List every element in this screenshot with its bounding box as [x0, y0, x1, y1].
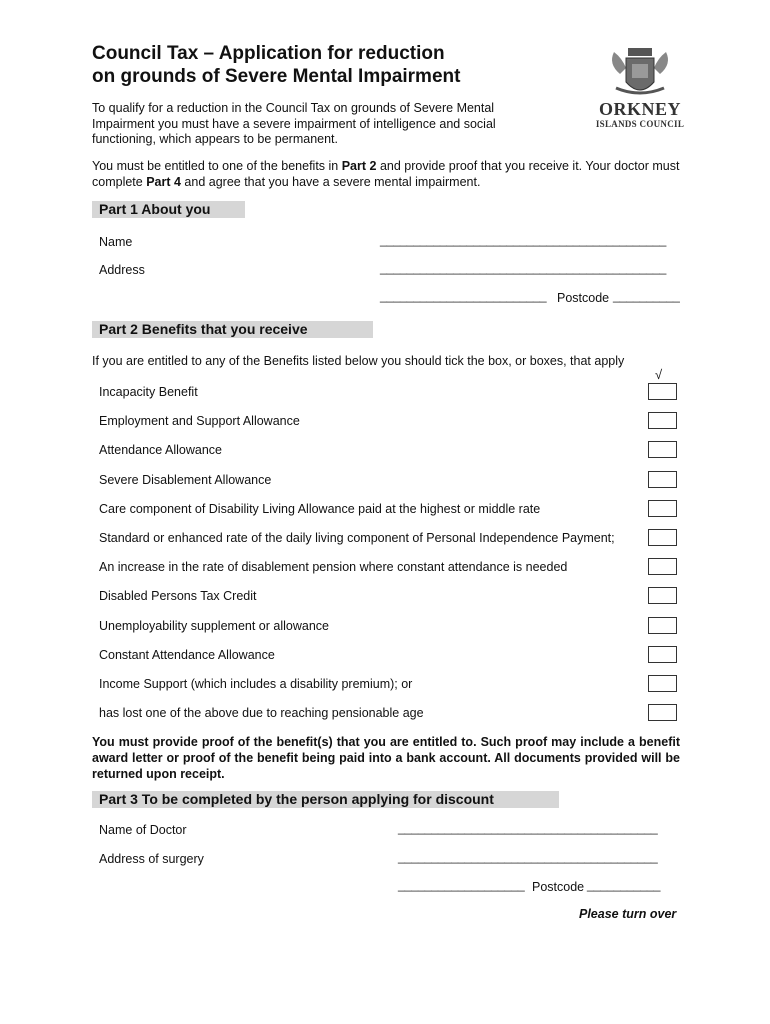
- benefit-label: Care component of Disability Living Allowance paid at the highest or middle rate: [99, 502, 541, 516]
- logo-name: ORKNEY: [598, 99, 681, 119]
- surgery-postcode-label: Postcode: [532, 880, 585, 894]
- surgery-postcode-field[interactable]: ___________: [587, 878, 661, 892]
- part2-heading: Part 2 Benefits that you receive: [92, 321, 373, 338]
- doctor-name-field[interactable]: _______________________________________: [398, 821, 658, 835]
- benefit-checkbox[interactable]: [648, 412, 677, 429]
- part3-heading: Part 3 To be completed by the person applying for discount: [92, 791, 559, 808]
- benefit-checkbox[interactable]: [648, 646, 677, 663]
- postcode-field[interactable]: __________: [613, 289, 680, 303]
- title-line-2: on grounds of Severe Mental Impairment: [92, 66, 461, 87]
- benefit-checkbox[interactable]: [648, 441, 677, 458]
- benefit-label: Incapacity Benefit: [99, 385, 198, 399]
- benefits-instruction: If you are entitled to any of the Benefits listed below you should tick the box, or boxes, that apply: [92, 354, 625, 368]
- benefit-checkbox[interactable]: [648, 617, 677, 634]
- address-label: Address: [99, 263, 145, 277]
- intro-text: To qualify for a reduction in the Council Tax on grounds of Severe Mental Impairment you must have a severe impairment of intelligence and social functioning, which appears to be permanent.: [92, 101, 496, 146]
- benefit-label: has lost one of the above due to reaching pensionable age: [99, 706, 424, 720]
- benefit-checkbox[interactable]: [648, 587, 677, 604]
- benefit-checkbox[interactable]: [648, 558, 677, 575]
- benefit-checkbox[interactable]: [648, 471, 677, 488]
- benefit-label: Severe Disablement Allowance: [99, 473, 272, 487]
- benefit-label: Constant Attendance Allowance: [99, 648, 275, 662]
- benefit-label: Attendance Allowance: [99, 443, 223, 457]
- surgery-address-field-line2[interactable]: ___________________: [398, 878, 525, 892]
- orkney-council-logo: [590, 44, 690, 130]
- address-field-line2[interactable]: _________________________: [380, 289, 547, 303]
- postcode-label: Postcode: [557, 291, 610, 305]
- benefit-label: Standard or enhanced rate of the daily living component of Personal Independence Payment;: [99, 531, 615, 545]
- surgery-address-label: Address of surgery: [99, 852, 204, 866]
- benefit-checkbox[interactable]: [648, 704, 677, 721]
- address-field-line1[interactable]: ___________________________________________: [380, 261, 667, 275]
- benefit-label: Unemployability supplement or allowance: [99, 619, 329, 633]
- benefit-checkbox[interactable]: [648, 675, 677, 692]
- benefit-label: Disabled Persons Tax Credit: [99, 589, 257, 603]
- intro-requirements: You must be entitled to one of the benefits in Part 2 and provide proof that you receive it. Your doctor must complete Part 4 and agree that you have a severe mental impairment.: [92, 159, 680, 189]
- benefit-label: An increase in the rate of disablement pension where constant attendance is needed: [99, 560, 568, 574]
- coat-of-arms-icon: [590, 44, 690, 102]
- benefit-checkbox[interactable]: [648, 529, 677, 546]
- tick-icon: √: [655, 367, 663, 382]
- surgery-address-field-line1[interactable]: _______________________________________: [398, 850, 658, 864]
- doctor-name-label: Name of Doctor: [99, 823, 187, 837]
- benefit-label: Employment and Support Allowance: [99, 414, 300, 428]
- benefit-checkbox[interactable]: [648, 383, 677, 400]
- benefit-label: Income Support (which includes a disability premium); or: [99, 677, 413, 691]
- name-field[interactable]: ___________________________________________: [380, 233, 667, 247]
- please-turn-over: Please turn over: [579, 907, 677, 921]
- form-title: [92, 42, 460, 88]
- proof-notice: You must provide proof of the benefit(s) that you are entitled to. Such proof may include a benefit award letter or proof of the benefit being paid into a bank account. All documents provided will be returned upon receipt.: [92, 735, 680, 781]
- title-line-1: Council Tax – Application for reduction: [92, 43, 445, 64]
- part1-heading: Part 1 About you: [92, 201, 245, 218]
- benefit-checkbox[interactable]: [648, 500, 677, 517]
- logo-subname: ISLANDS COUNCIL: [595, 119, 685, 129]
- name-label: Name: [99, 235, 133, 249]
